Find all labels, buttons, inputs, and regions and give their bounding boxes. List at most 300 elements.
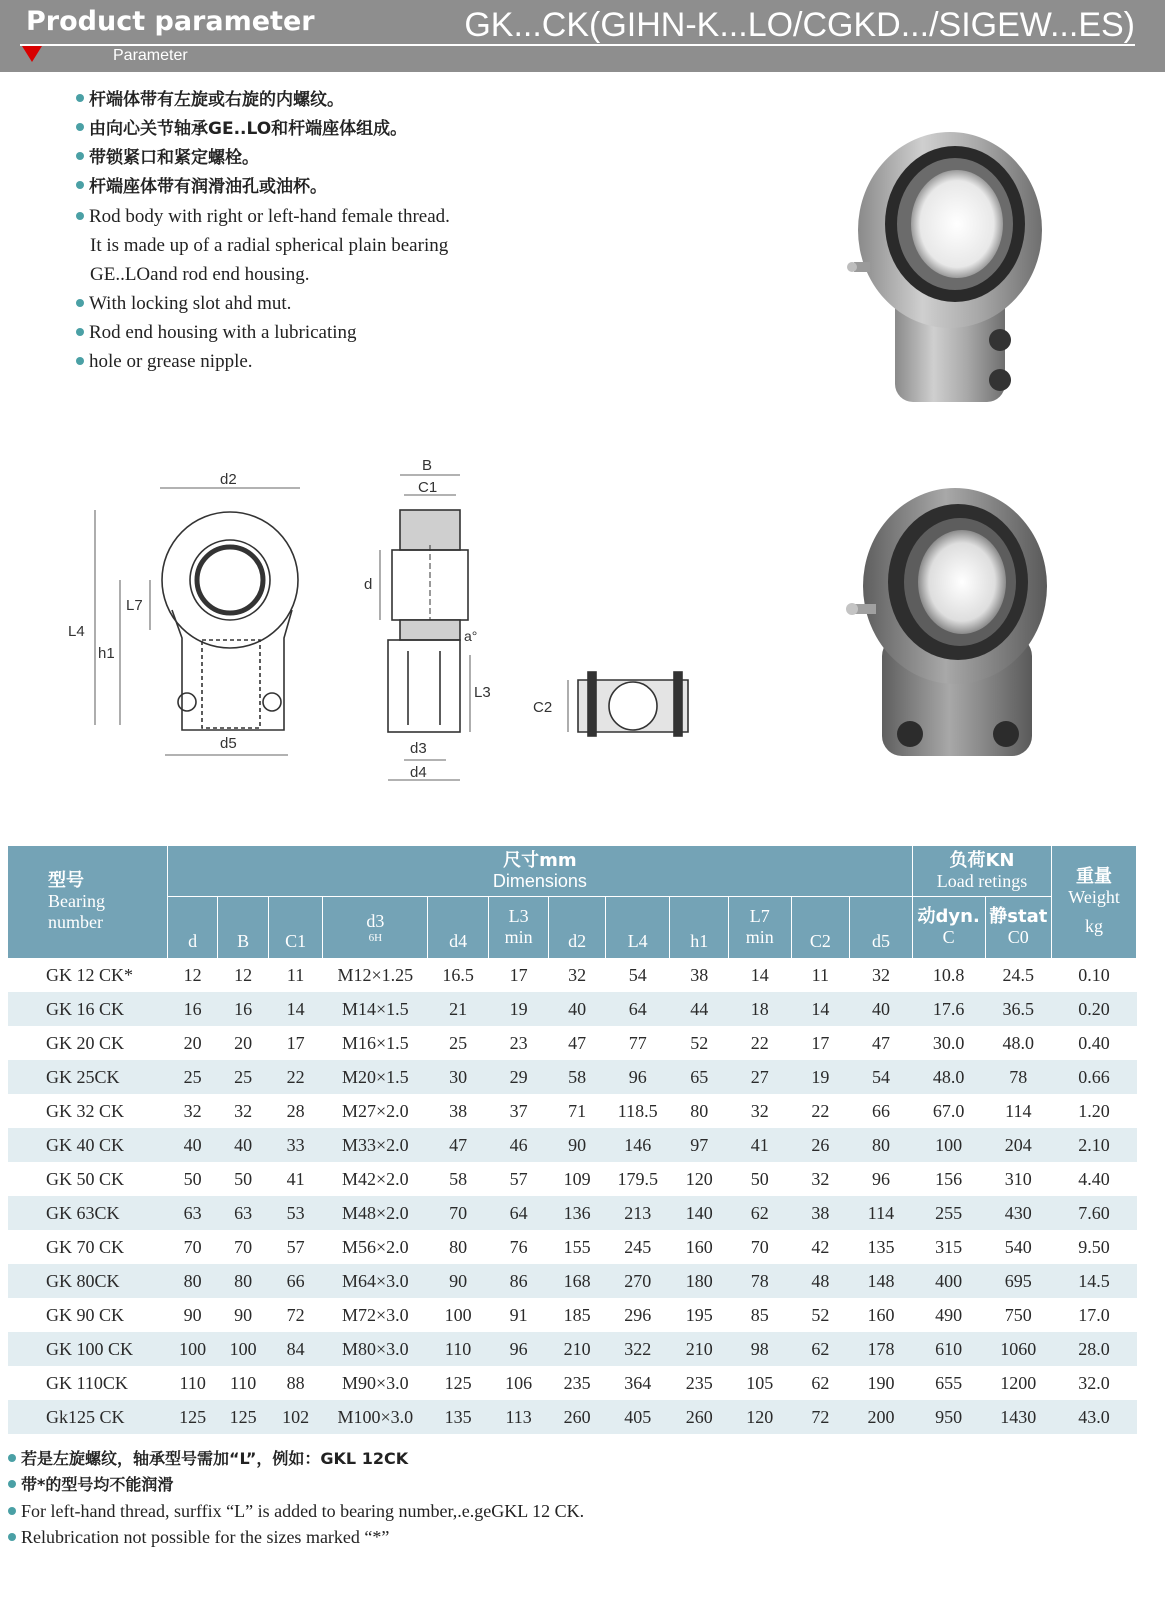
header-weight: 重量 Weight kg [1052,846,1137,958]
label-d2: d2 [220,471,237,488]
table-cell: 58 [549,1060,606,1094]
col-L4: L4 [605,896,670,958]
table-cell: 76 [509,1236,528,1257]
table-cell: 96 [488,1332,549,1366]
table-cell: M56×2.0 [341,1236,409,1257]
table-cell: 62 [729,1196,792,1230]
table-cell: 77 [628,1032,647,1053]
rod-end-photo-top [840,112,1080,412]
model-series-title: GK...CK(GIHN-K...LO/CGKD.../SIGEW...ES) [464,6,1135,44]
table-cell: 315 [935,1236,963,1257]
table-cell: 70 [234,1236,253,1257]
table-cell: 40 [549,992,606,1026]
feature-text: GE..LOand rod end housing. [90,264,310,285]
table-cell: 32.0 [1078,1372,1110,1393]
side-view-drawing [360,455,510,785]
table-cell: 40 [167,1128,217,1162]
feature-text: 杆端座体带有润滑油孔或油杯。 [89,177,327,197]
table-row [8,1094,1137,1128]
bullet-dot-icon [8,1480,16,1488]
table-cell: 17 [286,1032,305,1053]
bullet-dot-icon [76,212,84,220]
table-cell: M12×1.25 [337,964,414,985]
table-cell: 40 [218,1128,268,1162]
table-row [8,1400,1137,1434]
col-d: d [167,896,217,958]
bullet-dot-icon [76,152,84,160]
table-cell: 125 [218,1400,268,1434]
table-cell: 48 [791,1264,850,1298]
table-cell: 63 [167,1196,217,1230]
bullet-dot-icon [76,94,84,102]
table-cell: 100 [444,1304,472,1325]
label-C2: C2 [533,699,553,716]
bearing-number-cell: GK 90 CK [46,1304,125,1325]
table-cell: 100 [218,1332,268,1366]
table-cell: 135 [867,1236,895,1257]
table-cell: 33 [268,1128,322,1162]
section-view-drawing [528,660,708,750]
table-cell: 38 [449,1100,468,1121]
label-C1: C1 [418,479,438,496]
table-cell: 46 [488,1128,549,1162]
bullet-dot-icon [8,1507,16,1515]
table-cell: 71 [568,1100,587,1121]
footnotes [8,1446,1128,1550]
table-cell: 32 [811,1168,830,1189]
header-bar [0,0,1165,72]
page-subtitle: Parameter [113,47,188,64]
table-cell: 30.0 [932,1032,965,1053]
table-cell: 70 [750,1236,769,1257]
table-row [8,992,1137,1026]
table-cell: M33×2.0 [323,1128,428,1162]
label-B: B [422,457,433,474]
footnote-item [8,1498,1128,1524]
table-cell: 32 [183,1100,202,1121]
front-view-drawing [60,470,320,770]
table-row [8,1162,1137,1196]
table-cell: 50 [234,1168,253,1189]
table-cell: 66 [871,1100,890,1121]
table-cell: 19 [488,992,549,1026]
feature-item [76,347,636,376]
table-cell: 32 [871,964,890,985]
feature-item [76,173,636,202]
footnote-text: For left-hand thread, surffix “L” is added to bearing number,.e.geGKL 12 CK. [21,1501,585,1521]
bearing-number-cell: GK 20 CK [46,1032,125,1053]
footnote-text: Relubrication not possible for the sizes marked “*” [21,1527,390,1547]
table-cell: 50 [183,1168,202,1189]
table-row [8,958,1137,992]
table-cell: 47 [428,1128,489,1162]
bearing-number-cell: GK 63CK [8,1196,167,1230]
table-cell: M20×1.5 [323,1060,428,1094]
table-cell: M16×1.5 [341,1032,409,1053]
table-cell: M48×2.0 [323,1196,428,1230]
bullet-dot-icon [8,1533,16,1541]
table-cell: 57 [509,1168,528,1189]
table-cell: 260 [549,1400,606,1434]
table-cell: M90×3.0 [341,1372,409,1393]
table-cell: 64 [488,1196,549,1230]
table-cell: 430 [985,1196,1052,1230]
table-cell: 9.50 [1078,1236,1110,1257]
table-cell: M14×1.5 [323,992,428,1026]
table-cell: 136 [549,1196,606,1230]
table-cell: 80 [218,1264,268,1298]
table-cell: 114 [850,1196,913,1230]
table-cell: 190 [867,1372,895,1393]
bullet-dot-icon [76,181,84,189]
table-cell: 28.0 [1052,1332,1137,1366]
table-cell: 84 [268,1332,322,1366]
table-cell: 113 [488,1400,549,1434]
table-cell: 185 [563,1304,591,1325]
table-cell: 235 [685,1372,713,1393]
table-cell: 0.20 [1052,992,1137,1026]
table-cell: 80 [167,1264,217,1298]
table-cell: 0.10 [1078,964,1110,985]
table-cell: 67.0 [932,1100,965,1121]
table-cell: 22 [268,1060,322,1094]
table-cell: 156 [935,1168,963,1189]
table-cell: 255 [912,1196,985,1230]
table-cell: 400 [912,1264,985,1298]
table-cell: 37 [509,1100,528,1121]
table-cell: 110 [428,1332,489,1366]
table-cell: 695 [985,1264,1052,1298]
table-cell: 26 [791,1128,850,1162]
table-cell: 950 [912,1400,985,1434]
col-d3: d3 6H [323,896,428,958]
bearing-number-cell: GK 25CK [8,1060,167,1094]
table-cell: 179.5 [617,1168,658,1189]
table-cell: 42 [811,1236,830,1257]
table-cell: 14 [268,992,322,1026]
table-cell: 97 [670,1128,729,1162]
arrow-down-icon [22,46,42,62]
table-cell: 148 [850,1264,913,1298]
label-L3: L3 [474,684,491,701]
table-cell: 235 [563,1372,591,1393]
table-cell: 38 [690,964,709,985]
table-cell: 160 [685,1236,713,1257]
table-cell: 27 [729,1060,792,1094]
table-cell: 91 [509,1304,528,1325]
table-cell: 540 [1004,1236,1032,1257]
table-cell: 78 [729,1264,792,1298]
table-cell: 18 [729,992,792,1026]
feature-text: 杆端体带有左旋或右旋的内螺纹。 [89,90,344,110]
table-cell: 125 [167,1400,217,1434]
table-cell: 22 [811,1100,830,1121]
table-row [8,1366,1137,1400]
table-cell: 72 [286,1304,305,1325]
table-cell: 85 [750,1304,769,1325]
label-d4: d4 [410,764,427,781]
table-cell: 125 [444,1372,472,1393]
feature-text: With locking slot ahd mut. [89,293,292,314]
table-cell: 1200 [1000,1372,1037,1393]
table-cell: 32 [568,964,587,985]
bearing-number-cell: GK 12 CK* [46,964,134,985]
table-cell: M27×2.0 [341,1100,409,1121]
table-cell: 655 [935,1372,963,1393]
table-cell: 110 [229,1372,257,1393]
table-cell: M42×2.0 [341,1168,409,1189]
label-d3: d3 [410,740,427,757]
header-load: 负荷KN Load retings [912,846,1051,896]
label-L7: L7 [126,597,143,614]
table-cell: 14 [791,992,850,1026]
bearing-number-cell: GK 16 CK [8,992,167,1026]
col-d2: d2 [549,896,606,958]
table-row [8,1128,1137,1162]
table-cell: 200 [850,1400,913,1434]
table-cell: 109 [563,1168,591,1189]
footnote-text: 若是左旋螺纹，轴承型号需加“L”，例如：GKL 12CK [21,1449,409,1468]
table-cell: 19 [791,1060,850,1094]
table-cell: 41 [286,1168,305,1189]
table-cell: 322 [605,1332,670,1366]
table-cell: 64 [605,992,670,1026]
table-cell: 52 [811,1304,830,1325]
table-cell: 63 [218,1196,268,1230]
bullet-dot-icon [76,123,84,131]
table-cell: 25 [449,1032,468,1053]
footnote-item [8,1446,1128,1472]
label-a: a° [464,628,478,644]
footnote-item [8,1524,1128,1550]
table-cell: 105 [746,1372,774,1393]
table-row [8,1230,1137,1264]
bullet-dot-icon [8,1454,16,1462]
table-cell: 96 [605,1060,670,1094]
table-cell: 52 [690,1032,709,1053]
table-cell: 405 [605,1400,670,1434]
bearing-number-cell: GK 70 CK [46,1236,125,1257]
table-cell: 118.5 [617,1100,658,1121]
table-cell: 270 [605,1264,670,1298]
table-cell: 57 [286,1236,305,1257]
table-cell: 155 [563,1236,591,1257]
table-cell: 38 [791,1196,850,1230]
table-cell: 204 [985,1128,1052,1162]
table-cell: 14 [750,964,769,985]
table-cell: 43.0 [1052,1400,1137,1434]
table-cell: 1430 [985,1400,1052,1434]
table-cell: 12 [234,964,253,985]
col-C2: C2 [791,896,850,958]
table-cell: 2.10 [1052,1128,1137,1162]
table-cell: 90 [549,1128,606,1162]
feature-text: 由向心关节轴承GE..LO和杆端座体组成。 [89,119,408,139]
table-cell: 146 [605,1128,670,1162]
rod-end-photo-bottom [840,486,1080,786]
table-cell: 14.5 [1052,1264,1137,1298]
table-cell: 610 [912,1332,985,1366]
table-cell: 160 [867,1304,895,1325]
table-cell: 78 [985,1060,1052,1094]
table-cell: 750 [1004,1304,1032,1325]
table-cell: 12 [183,964,202,985]
table-cell: 10.8 [932,964,965,985]
table-cell: 25 [218,1060,268,1094]
table-cell: 135 [428,1400,489,1434]
table-cell: 90 [234,1304,253,1325]
col-L3: L3 min [488,896,549,958]
table-row [8,1196,1137,1230]
table-cell: 62 [791,1332,850,1366]
table-cell: 80 [449,1236,468,1257]
table-cell: 28 [286,1100,305,1121]
feature-text: Rod body with right or left-hand female thread. [89,206,450,227]
table-cell: 65 [670,1060,729,1094]
table-cell: 17.6 [912,992,985,1026]
table-cell: 120 [729,1400,792,1434]
table-row [8,1298,1137,1332]
table-cell: 4.40 [1078,1168,1110,1189]
bearing-number-cell: GK 110CK [46,1372,128,1393]
footnote-item [8,1472,1128,1498]
table-cell: 58 [449,1168,468,1189]
table-cell: 0.66 [1052,1060,1137,1094]
table-cell: 7.60 [1052,1196,1137,1230]
table-cell: 47 [568,1032,587,1053]
feature-text: It is made up of a radial spherical plain bearing [90,235,449,256]
table-cell: 44 [670,992,729,1026]
table-cell: 53 [268,1196,322,1230]
table-cell: M64×3.0 [323,1264,428,1298]
table-cell: 210 [549,1332,606,1366]
feature-text: Rod end housing with a lubricating [89,322,357,343]
label-d: d [364,576,373,593]
table-cell: 310 [1004,1168,1032,1189]
table-cell: 110 [179,1372,206,1393]
col-d5: d5 [850,896,913,958]
table-cell: 245 [624,1236,652,1257]
table-cell: 180 [670,1264,729,1298]
table-cell: 29 [488,1060,549,1094]
feature-item [76,202,636,231]
feature-text: 带锁紧口和紧定螺栓。 [89,148,259,168]
feature-item [76,144,636,173]
feature-text: hole or grease nipple. [89,351,253,372]
table-cell: 178 [850,1332,913,1366]
table-cell: M80×3.0 [323,1332,428,1366]
table-cell: 88 [286,1372,305,1393]
table-cell: 140 [670,1196,729,1230]
bullet-dot-icon [76,328,84,336]
table-cell: 195 [685,1304,713,1325]
table-cell: 90 [183,1304,202,1325]
bullet-dot-icon [76,299,84,307]
footnote-text: 带*的型号均不能润滑 [21,1475,174,1494]
table-cell: 11 [811,964,830,985]
col-B: B [218,896,268,958]
table-row [8,1060,1137,1094]
table-cell: 17.0 [1078,1304,1110,1325]
table-cell: 17 [811,1032,830,1053]
table-cell: 22 [750,1032,769,1053]
bearing-number-cell: GK 32 CK [46,1100,125,1121]
table-cell: 41 [729,1128,792,1162]
table-cell: 30 [428,1060,489,1094]
table-cell: 47 [871,1032,890,1053]
table-cell: 21 [428,992,489,1026]
table-row [8,1026,1137,1060]
table-cell: 54 [628,964,647,985]
bearing-number-cell: GK 50 CK [46,1168,125,1189]
table-cell: M72×3.0 [341,1304,409,1325]
table-cell: 72 [791,1400,850,1434]
label-d5: d5 [220,735,237,752]
table-cell: 40 [850,992,913,1026]
bearing-number-cell: GK 100 CK [8,1332,167,1366]
table-cell: M100×3.0 [323,1400,428,1434]
feature-item [76,289,636,318]
table-cell: 32 [234,1100,253,1121]
table-cell: 1.20 [1078,1100,1110,1121]
table-cell: 80 [690,1100,709,1121]
col-h1: h1 [670,896,729,958]
table-cell: 11 [286,964,305,985]
table-cell: 100 [167,1332,217,1366]
table-cell: 36.5 [985,992,1052,1026]
table-cell: 32 [750,1100,769,1121]
table-cell: 50 [750,1168,769,1189]
table-cell: 70 [183,1236,202,1257]
table-cell: 213 [605,1196,670,1230]
bearing-number-cell: Gk125 CK [8,1400,167,1434]
page-title: Product parameter [26,6,315,37]
table-cell: 25 [167,1060,217,1094]
bearing-number-cell: GK 40 CK [8,1128,167,1162]
table-cell: 80 [850,1128,913,1162]
table-body [8,958,1137,1434]
feature-item [76,231,636,260]
table-cell: 168 [549,1264,606,1298]
table-cell: 96 [871,1168,890,1189]
col-stat: 静stat C0 [985,896,1052,958]
table-cell: 17 [509,964,528,985]
table-cell: 16.5 [442,964,474,985]
table-cell: 364 [624,1372,652,1393]
table-cell: 490 [935,1304,963,1325]
header-model: 型号 Bearing number [8,846,167,958]
table-cell: 0.40 [1078,1032,1110,1053]
label-L4: L4 [68,623,85,640]
label-h1: h1 [98,645,115,662]
feature-list [76,86,636,376]
table-cell: 98 [729,1332,792,1366]
table-cell: 20 [234,1032,253,1053]
table-cell: 54 [850,1060,913,1094]
table-cell: 106 [505,1372,533,1393]
table-cell: 1060 [985,1332,1052,1366]
table-cell: 260 [670,1400,729,1434]
table-row [8,1264,1137,1298]
bullet-dot-icon [76,357,84,365]
col-d4: d4 [428,896,489,958]
feature-item [76,115,636,144]
col-L7: L7 min [729,896,792,958]
table-cell: 20 [183,1032,202,1053]
table-row [8,1332,1137,1366]
table-cell: 16 [218,992,268,1026]
specification-table [8,846,1137,1434]
